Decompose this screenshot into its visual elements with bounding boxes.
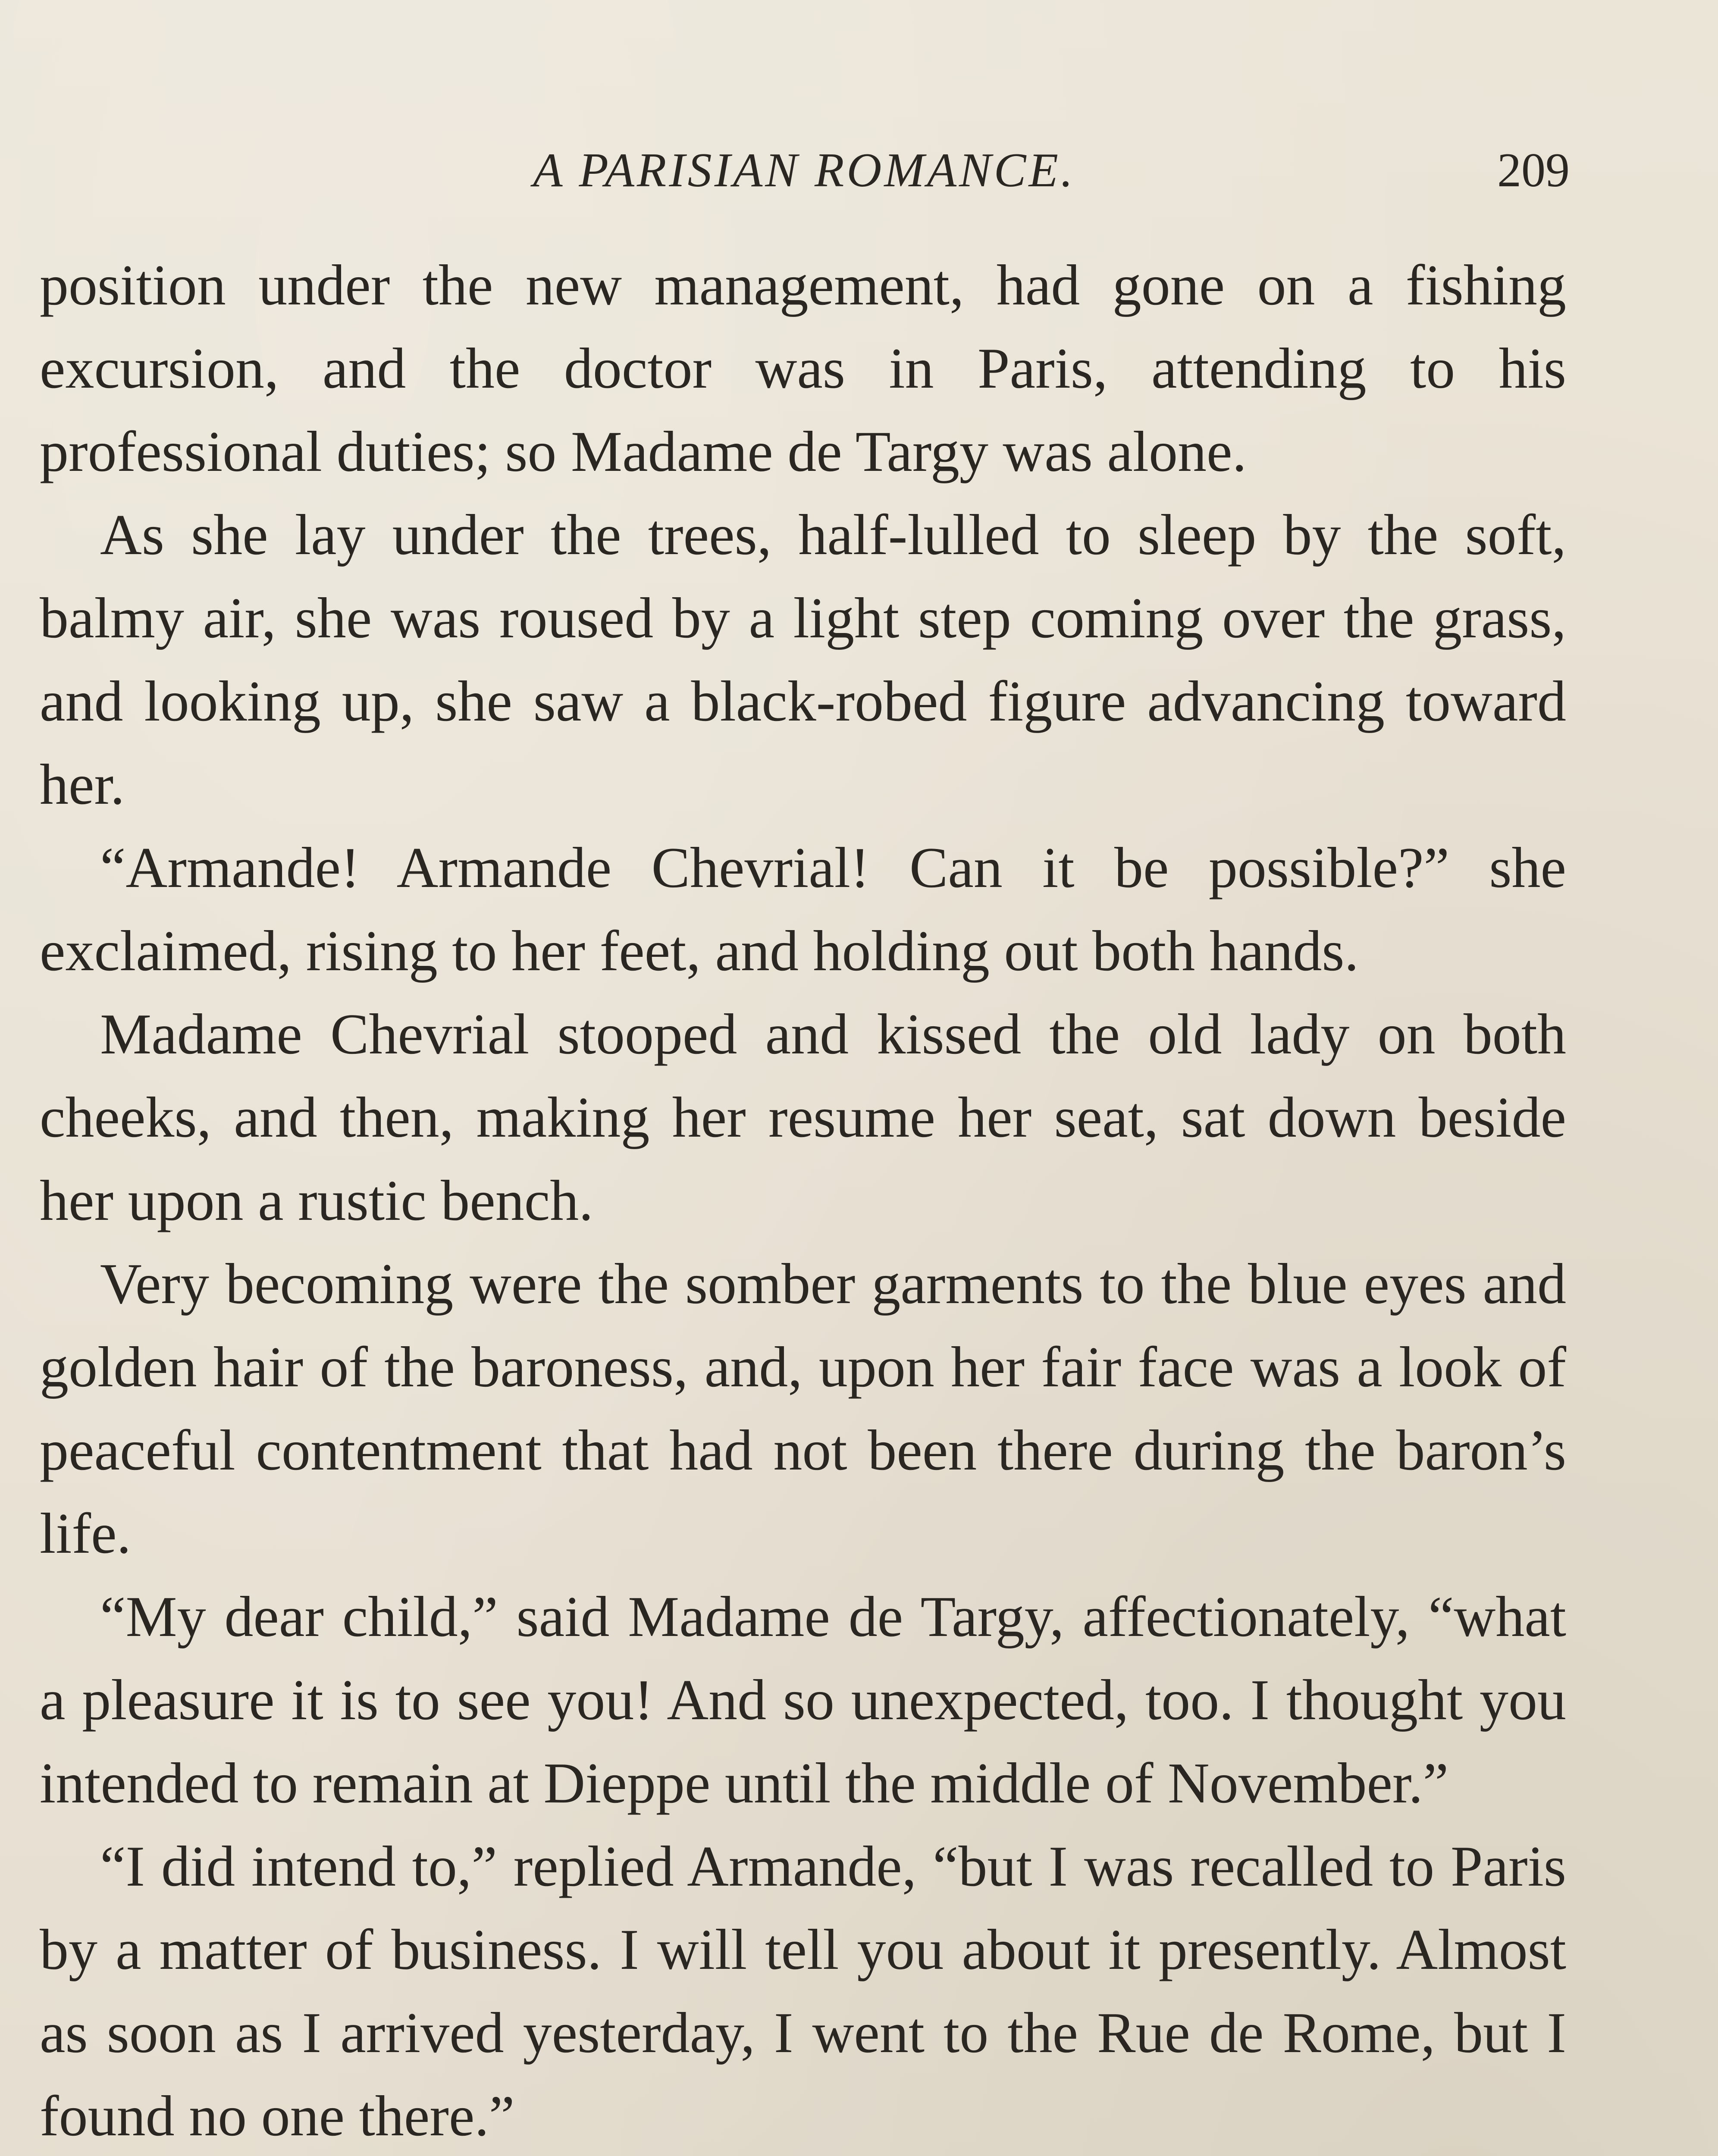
body-text (40, 244, 1566, 2156)
paragraph-2: As she lay under the trees, half-lulled to sleep by the soft, balmy air, she was roused by a light step coming over the grass, and looking up, she saw a black-robed figure advancing toward her. (40, 503, 1566, 816)
running-title: A PARISIAN ROMANCE. (533, 144, 1075, 197)
paragraph-3: “Armande! Armande Chevrial! Can it be possible?” she exclaimed, rising to her feet, and holding out both hands. (40, 836, 1566, 983)
paragraph-7: “I did intend to,” replied Armande, “but I was recalled to Paris by a matter of business. I will tell you about it presently. Almost as soon as I arrived yesterday, I went to the Rue de Rome, but I found no one there.” (40, 1834, 1566, 2148)
paragraph-5: Very becoming were the somber garments to the blue eyes and golden hair of the baroness, and, upon her fair face was a look of peaceful contentment that had not been there during the baron’s life. (40, 1252, 1566, 1565)
page-header (39, 142, 1570, 198)
paragraph-1: position under the new management, had gone on a fishing excursion, and the doctor was in Paris, attending to his professional duties; so Madame de Targy was alone. (40, 253, 1566, 483)
paragraph-6: “My dear child,” said Madame de Targy, affectionately, “what a pleasure it is to see you! And so unexpected, too. I thought you intended to remain at Dieppe until the middle of November.” (40, 1585, 1566, 1815)
paragraph-4: Madame Chevrial stooped and kissed the old lady on both cheeks, and then, making her resume her seat, sat down beside her upon a rustic bench. (40, 1002, 1566, 1232)
page-number: 209 (1497, 144, 1570, 197)
